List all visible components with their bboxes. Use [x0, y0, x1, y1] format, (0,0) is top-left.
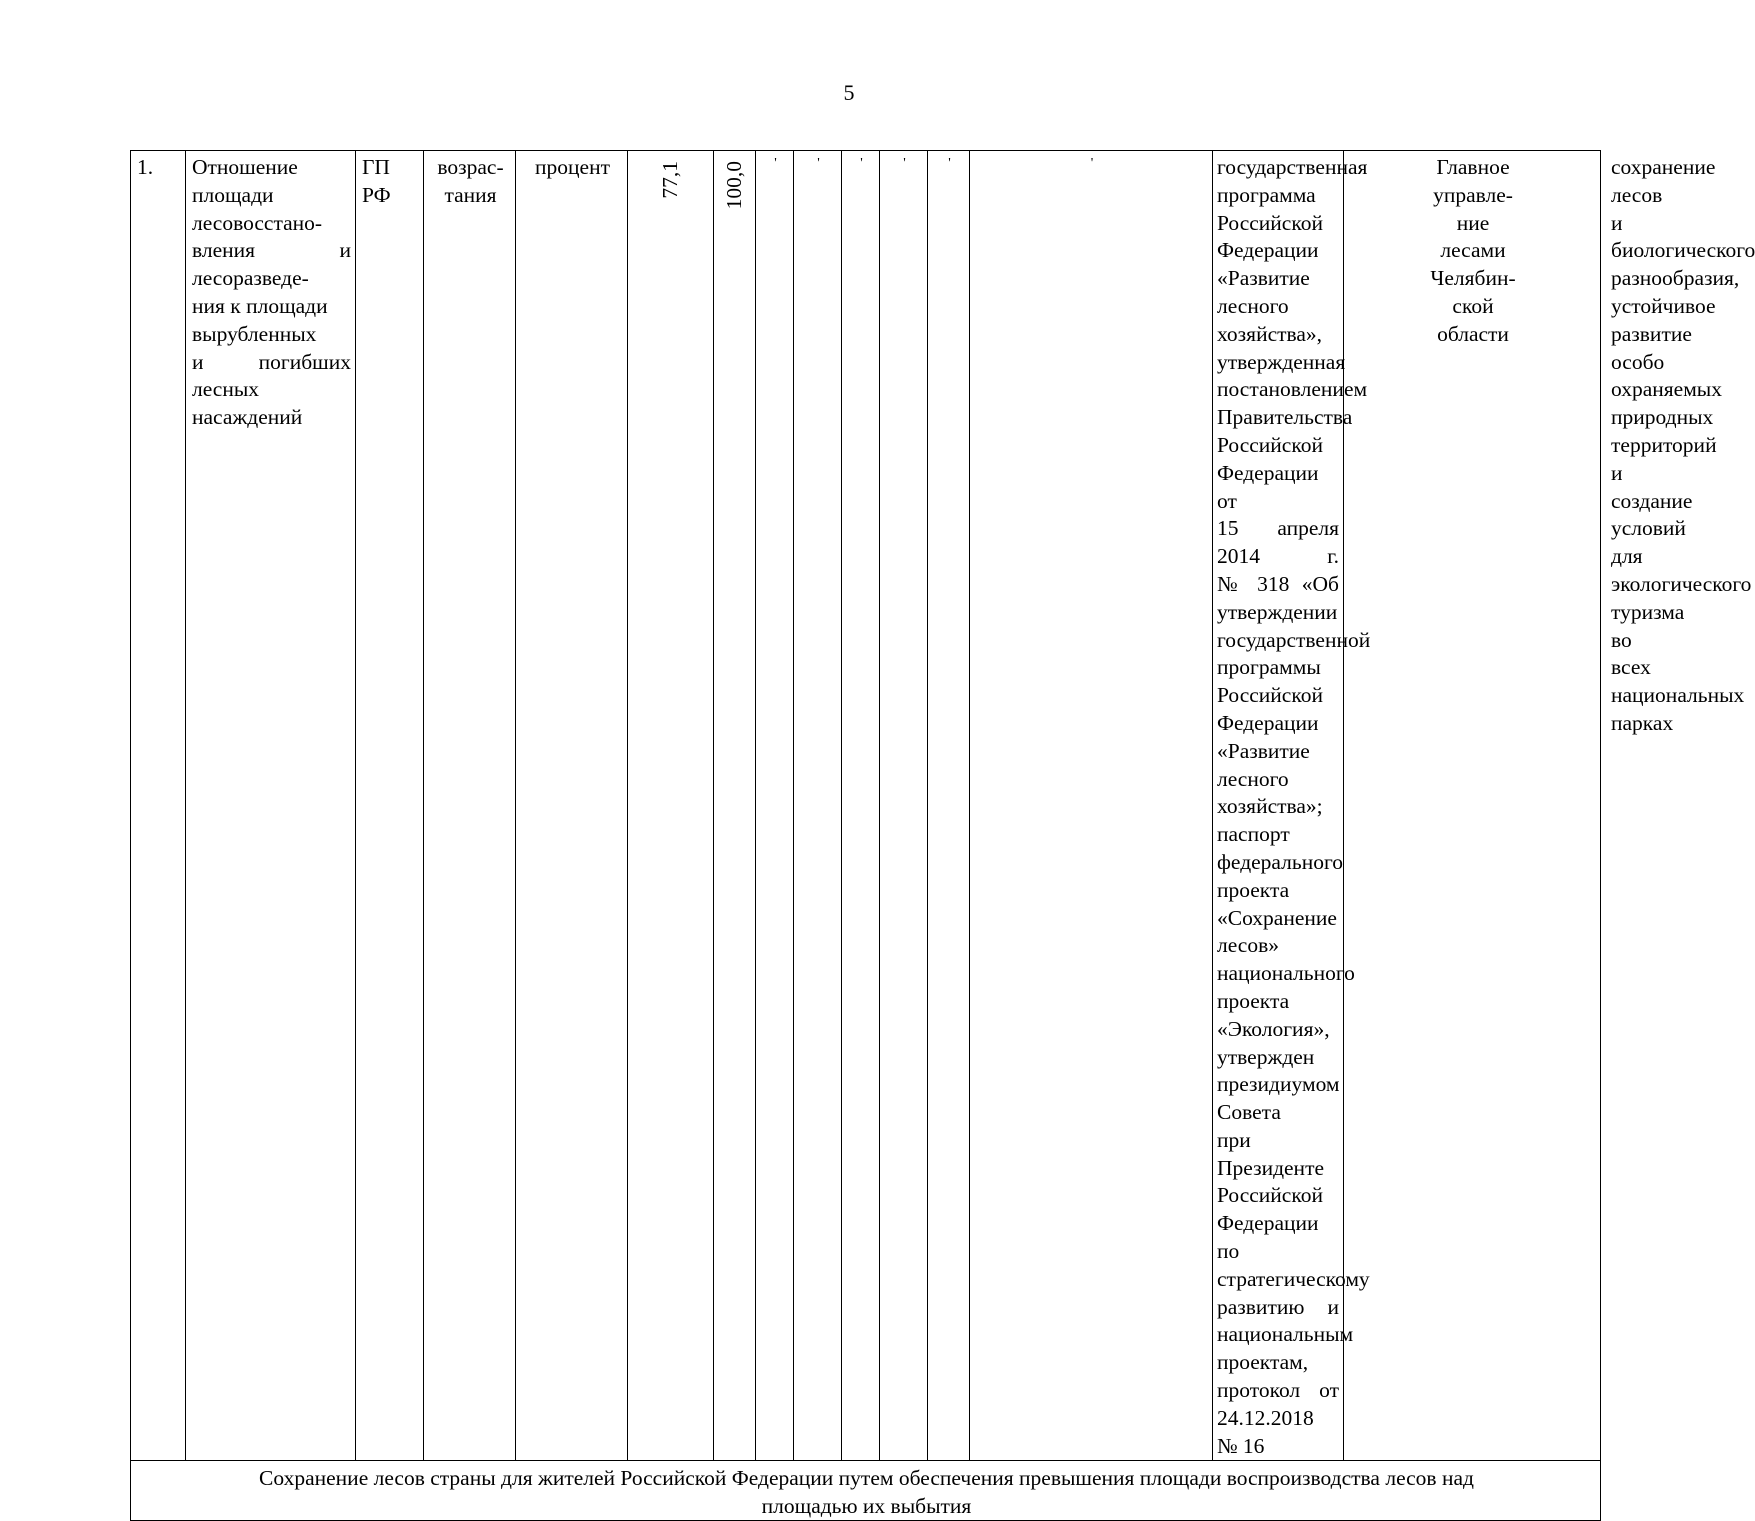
row-number: 1.	[131, 151, 186, 1461]
table-row	[131, 1461, 1601, 1521]
table-row: 1. Отношение площади лесовосстано- вления и лесоразведе- ния к площади вырубленных и погибших лесных насаждений ГП РФ возрас- тания процент 77,1 100,0 ' ' ' ' ' ' государственная программа Российской Федерации «Развитие лесного хозяйства», утвержденная постановлением Правительства Российской Федерации от 15 апреля 2014 г. № 318 «Об утверждении государственной программы Российской Федерации «Развитие лесного хозяйства»; паспорт федерального проекта «Сохранение лесов» национального проекта «Экология», утвержден президиумом Совета при Президенте Российской Федерации по стратегическому развитию и национальным проектам, протокол от 24.12.2018 № 16 Главное управле- ние лесами Челябин- ской области сохранение лесов и биологического разнообразия, устойчивое развитие особо охраняемых природных территорий и создание условий для экологического туризма во всех национальных парках	[131, 151, 1601, 1461]
empty-cell-mark: '	[970, 151, 1213, 1461]
page-number: 5	[843, 80, 855, 105]
responsible-authority: Главное управле- ние лесами Челябин- ской области	[1344, 151, 1601, 1461]
trend-direction: возрас- тания	[424, 151, 516, 1461]
empty-cell-mark: '	[794, 151, 842, 1461]
indicator-table	[130, 150, 1755, 1521]
section-footer: Сохранение лесов страны для жителей Российской Федерации путем обеспечения превышения площади воспроизводства лесов над площадью их выбытия	[131, 1461, 1601, 1521]
empty-cell-mark: '	[928, 151, 970, 1461]
unit-of-measure: процент	[516, 151, 628, 1461]
empty-cell-mark: '	[880, 151, 928, 1461]
source-document: государственная программа Российской Федерации «Развитие лесного хозяйства», утвержденная постановлением Правительства Российской Федерации от 15 апреля 2014 г. № 318 «Об утверждении государственной программы Российской Федерации «Развитие лесного хозяйства»; паспорт федерального проекта «Сохранение лесов» национального проекта «Экология», утвержден президиумом Совета при Президенте Российской Федерации по стратегическому развитию и национальным проектам, протокол от 24.12.2018 № 16	[1213, 151, 1344, 1461]
target-value: 100,0	[714, 151, 756, 1461]
empty-cell-mark: '	[842, 151, 880, 1461]
indicator-name: Отношение площади лесовосстано- вления и лесоразведе- ния к площади вырубленных и погибших лесных насаждений	[186, 151, 356, 1461]
base-value: 77,1	[628, 151, 714, 1461]
empty-cell-mark: '	[756, 151, 794, 1461]
indicator-type: ГП РФ	[356, 151, 424, 1461]
